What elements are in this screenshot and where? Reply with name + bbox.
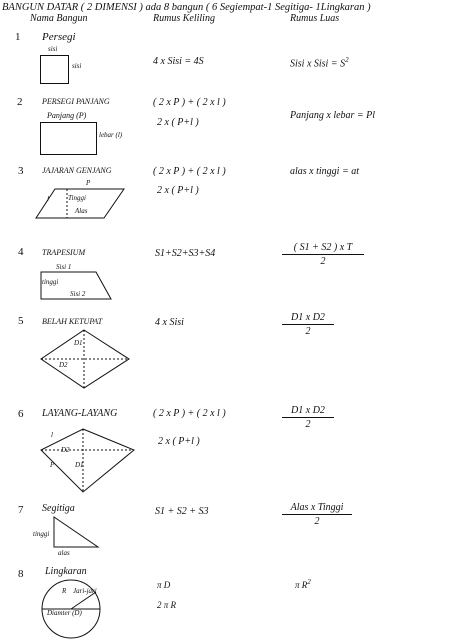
side-p-label: P	[50, 461, 55, 469]
fraction-bar	[282, 254, 364, 255]
shape-name: JAJARAN GENJANG	[42, 166, 112, 175]
row-number: 3	[18, 165, 24, 177]
parallel-side-label: P	[86, 179, 91, 187]
fraction-bar	[282, 417, 334, 418]
row-number: 7	[18, 504, 24, 516]
length-label: Panjang (P)	[47, 111, 87, 120]
diagonal-1-label: D1	[75, 461, 84, 469]
luas-fraction	[282, 312, 334, 337]
keliling-formula-1: ( 2 x P ) + ( 2 x l )	[153, 97, 226, 108]
row-number: 1	[15, 31, 21, 43]
keliling-formula-2: 2 π R	[157, 600, 177, 610]
row-number: 6	[18, 408, 24, 420]
header-luas: Rumus Luas	[290, 13, 340, 24]
luas-formula: alas x tinggi = at	[290, 166, 359, 177]
keliling-formula-2: 2 x ( P+l )	[157, 117, 199, 128]
keliling-formula: S1 + S2 + S3	[155, 506, 209, 517]
keliling-formula: 4 x Sisi = 4S	[153, 56, 204, 67]
shape-name: LAYANG-LAYANG	[42, 408, 118, 419]
luas-numerator: D1 x D2	[291, 312, 325, 323]
luas-fraction	[282, 242, 364, 267]
diagonal-1-label: D1	[74, 339, 83, 347]
luas-formula: Sisi x Sisi = $S^2$	[290, 56, 349, 70]
base-label: Alas	[75, 207, 88, 215]
diameter-label: Diamter (D)	[47, 609, 82, 617]
keliling-formula-1: ( 2 x P ) + ( 2 x l )	[153, 408, 226, 419]
rectangle-shape	[40, 122, 98, 156]
luas-fraction	[282, 502, 352, 527]
row-number: 5	[18, 315, 24, 327]
bottom-side-label: Sisi 2	[70, 290, 86, 298]
luas-denominator: 2	[320, 256, 326, 267]
height-label: tinggi	[42, 278, 59, 286]
row-number: 2	[17, 96, 23, 108]
luas-formula: π $R^2$	[295, 578, 311, 590]
header-keliling: Rumus Keliling	[153, 13, 215, 24]
shape-name: TRAPESIUM	[42, 248, 86, 257]
keliling-formula: S1+S2+S3+S4	[155, 248, 216, 259]
height-label: tinggi	[33, 530, 50, 538]
row-number: 4	[18, 246, 24, 258]
luas-fraction	[282, 405, 334, 430]
row-number: 8	[18, 568, 24, 580]
rhombus-shape	[40, 329, 130, 389]
keliling-formula-1: π D	[157, 580, 171, 590]
base-label: alas	[58, 549, 70, 557]
keliling-formula: 4 x Sisi	[155, 317, 184, 328]
page-title: BANGUN DATAR ( 2 DIMENSI ) ada 8 bangun ( 6 Segiempat-1 Segitiga- 1Lingkaran )	[2, 2, 371, 13]
fraction-bar	[282, 514, 352, 515]
luas-numerator: ( S1 + S2 ) x T	[293, 242, 353, 253]
keliling-formula-2: 2 x ( P+l )	[158, 436, 200, 447]
width-label: lebar (l)	[99, 131, 123, 139]
luas-denominator: 2	[305, 419, 311, 430]
luas-formula: Panjang x lebar = Pl	[290, 110, 376, 121]
radius-r-label: R	[62, 587, 67, 595]
radius-label: Jari-jari	[73, 587, 97, 595]
triangle-shape	[53, 516, 99, 548]
side-label-top: sisi	[48, 45, 58, 53]
shape-name: Persegi	[42, 31, 76, 43]
diagonal-2-label: D2	[59, 361, 68, 369]
shape-name: BELAH KETUPAT	[42, 317, 103, 326]
side-label-right: sisi	[72, 62, 82, 70]
square-shape	[40, 55, 70, 85]
diagonal-2-label: D2	[61, 446, 70, 454]
shape-name: Lingkaran	[45, 566, 87, 577]
height-label: Tinggi	[68, 194, 86, 202]
header-nama: Nama Bangun	[30, 13, 88, 24]
luas-denominator: 2	[314, 516, 320, 527]
keliling-formula-2: 2 x ( P+l )	[157, 185, 199, 196]
fraction-bar	[282, 324, 334, 325]
luas-numerator: D1 x D2	[291, 405, 325, 416]
luas-denominator: 2	[305, 326, 311, 337]
top-side-label: Sisi 1	[56, 263, 72, 271]
luas-numerator: Alas x Tinggi	[290, 502, 344, 513]
shape-name: PERSEGI PANJANG	[42, 97, 110, 106]
slant-side-label: l	[47, 195, 49, 203]
shape-name: Segitiga	[42, 503, 75, 514]
side-l-label: l	[51, 431, 53, 439]
parallelogram-shape	[35, 188, 125, 220]
keliling-formula-1: ( 2 x P ) + ( 2 x l )	[153, 166, 226, 177]
